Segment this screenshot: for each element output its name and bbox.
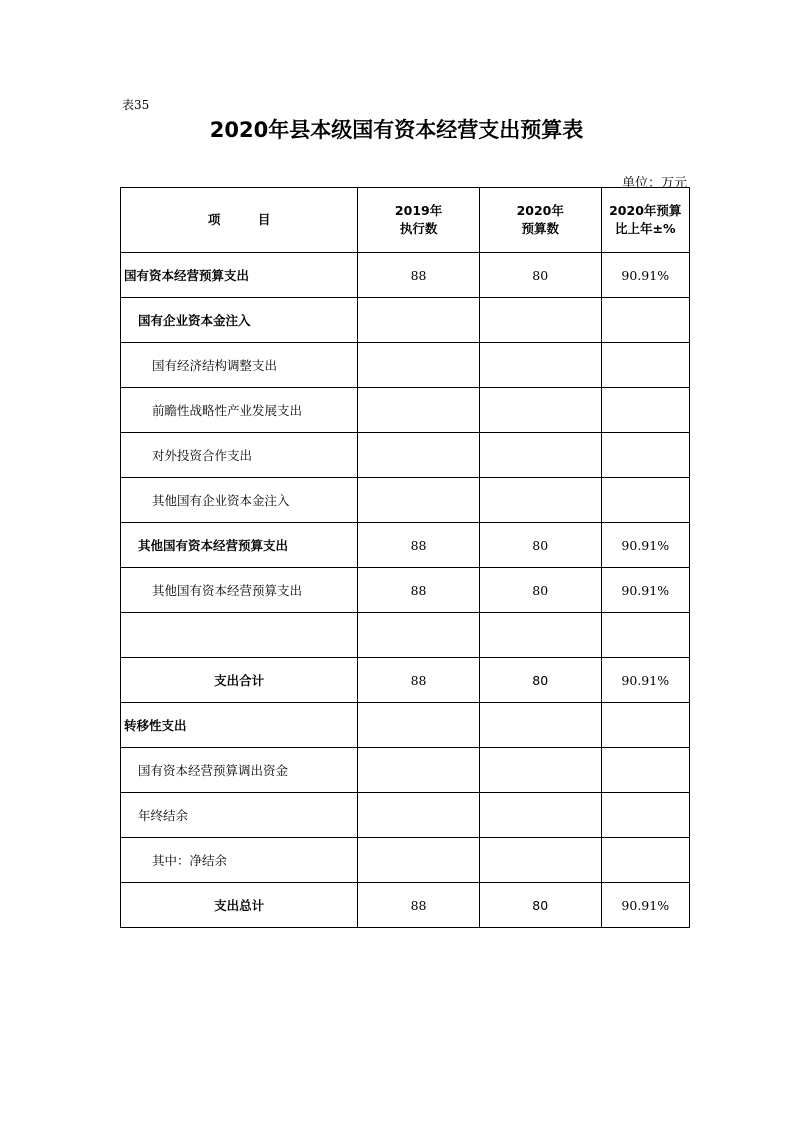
row-label: 国有企业资本金注入 xyxy=(121,298,358,343)
header-2020-budget xyxy=(479,188,601,253)
cell-2020 xyxy=(479,793,601,838)
cell-2020: 80 xyxy=(479,523,601,568)
header-item: 项 目 xyxy=(121,188,358,253)
cell-pct xyxy=(601,613,689,658)
cell-2020 xyxy=(479,343,601,388)
cell-2019: 88 xyxy=(358,253,480,298)
row-label: 国有资本经营预算支出 xyxy=(121,253,358,298)
cell-2019 xyxy=(358,433,480,478)
cell-pct: 90.91% xyxy=(601,253,689,298)
table-row xyxy=(121,838,690,883)
header-2019-executed xyxy=(358,188,480,253)
cell-pct xyxy=(601,343,689,388)
cell-2020 xyxy=(479,838,601,883)
table-row xyxy=(121,478,690,523)
header-2020-line2: 预算数 xyxy=(521,221,559,236)
cell-2020 xyxy=(479,478,601,523)
table-row xyxy=(121,568,690,613)
cell-pct xyxy=(601,793,689,838)
table-row xyxy=(121,613,690,658)
cell-2019: 88 xyxy=(358,523,480,568)
cell-2019 xyxy=(358,388,480,433)
cell-2019: 88 xyxy=(358,883,480,928)
table-row xyxy=(121,793,690,838)
table-row xyxy=(121,703,690,748)
row-label: 其他国有企业资本金注入 xyxy=(121,478,358,523)
row-label: 前瞻性战略性产业发展支出 xyxy=(121,388,358,433)
cell-pct xyxy=(601,433,689,478)
header-2019-line1: 2019年 xyxy=(394,203,443,218)
cell-2020 xyxy=(479,703,601,748)
cell-pct xyxy=(601,478,689,523)
table-row xyxy=(121,298,690,343)
cell-2019 xyxy=(358,343,480,388)
cell-2020: 80 xyxy=(479,253,601,298)
row-label: 其他国有资本经营预算支出 xyxy=(121,568,358,613)
cell-2019 xyxy=(358,838,480,883)
header-2019-line2: 执行数 xyxy=(399,221,438,236)
cell-2019: 88 xyxy=(358,658,480,703)
row-label: 年终结余 xyxy=(121,793,358,838)
cell-pct xyxy=(601,748,689,793)
unit-label: 单位：万元 xyxy=(621,176,687,191)
table-number: 表35 xyxy=(122,98,150,112)
table-row xyxy=(121,523,690,568)
row-label: 其中：净结余 xyxy=(121,838,358,883)
row-label: 对外投资合作支出 xyxy=(121,433,358,478)
page-title: 2020年县本级国有资本经营支出预算表 xyxy=(209,118,584,142)
cell-pct xyxy=(601,838,689,883)
table-row xyxy=(121,253,690,298)
budget-table xyxy=(120,187,690,928)
row-label: 转移性支出 xyxy=(121,703,358,748)
cell-2020 xyxy=(479,433,601,478)
cell-pct: 90.91% xyxy=(601,568,689,613)
cell-pct: 90.91% xyxy=(601,658,689,703)
row-label: 支出合计 xyxy=(121,658,358,703)
header-2020-line1: 2020年 xyxy=(516,203,564,218)
cell-2019 xyxy=(358,793,480,838)
cell-2020 xyxy=(479,388,601,433)
cell-2020 xyxy=(479,298,601,343)
header-change-pct xyxy=(601,188,689,253)
row-label: 国有经济结构调整支出 xyxy=(121,343,358,388)
row-label: 支出总计 xyxy=(121,883,358,928)
cell-2019 xyxy=(358,748,480,793)
cell-2019: 88 xyxy=(358,568,480,613)
table-row xyxy=(121,883,690,928)
row-label xyxy=(121,613,358,658)
table-row xyxy=(121,343,690,388)
cell-2020 xyxy=(479,748,601,793)
cell-pct: 90.91% xyxy=(601,883,689,928)
table-row xyxy=(121,433,690,478)
cell-2019 xyxy=(358,613,480,658)
table-row xyxy=(121,388,690,433)
cell-pct xyxy=(601,703,689,748)
header-pct-line1: 2020年预算 xyxy=(609,203,682,218)
cell-2019 xyxy=(358,703,480,748)
cell-pct xyxy=(601,388,689,433)
cell-2020: 80 xyxy=(479,883,601,928)
cell-2020: 80 xyxy=(479,568,601,613)
cell-pct: 90.91% xyxy=(601,523,689,568)
cell-2019 xyxy=(358,478,480,523)
table-row xyxy=(121,658,690,703)
row-label: 国有资本经营预算调出资金 xyxy=(121,748,358,793)
table-row xyxy=(121,748,690,793)
cell-2020 xyxy=(479,613,601,658)
cell-2020: 80 xyxy=(479,658,601,703)
header-row xyxy=(121,188,690,253)
cell-2019 xyxy=(358,298,480,343)
cell-pct xyxy=(601,298,689,343)
header-pct-line2: 比上年±% xyxy=(615,221,676,236)
row-label: 其他国有资本经营预算支出 xyxy=(121,523,358,568)
